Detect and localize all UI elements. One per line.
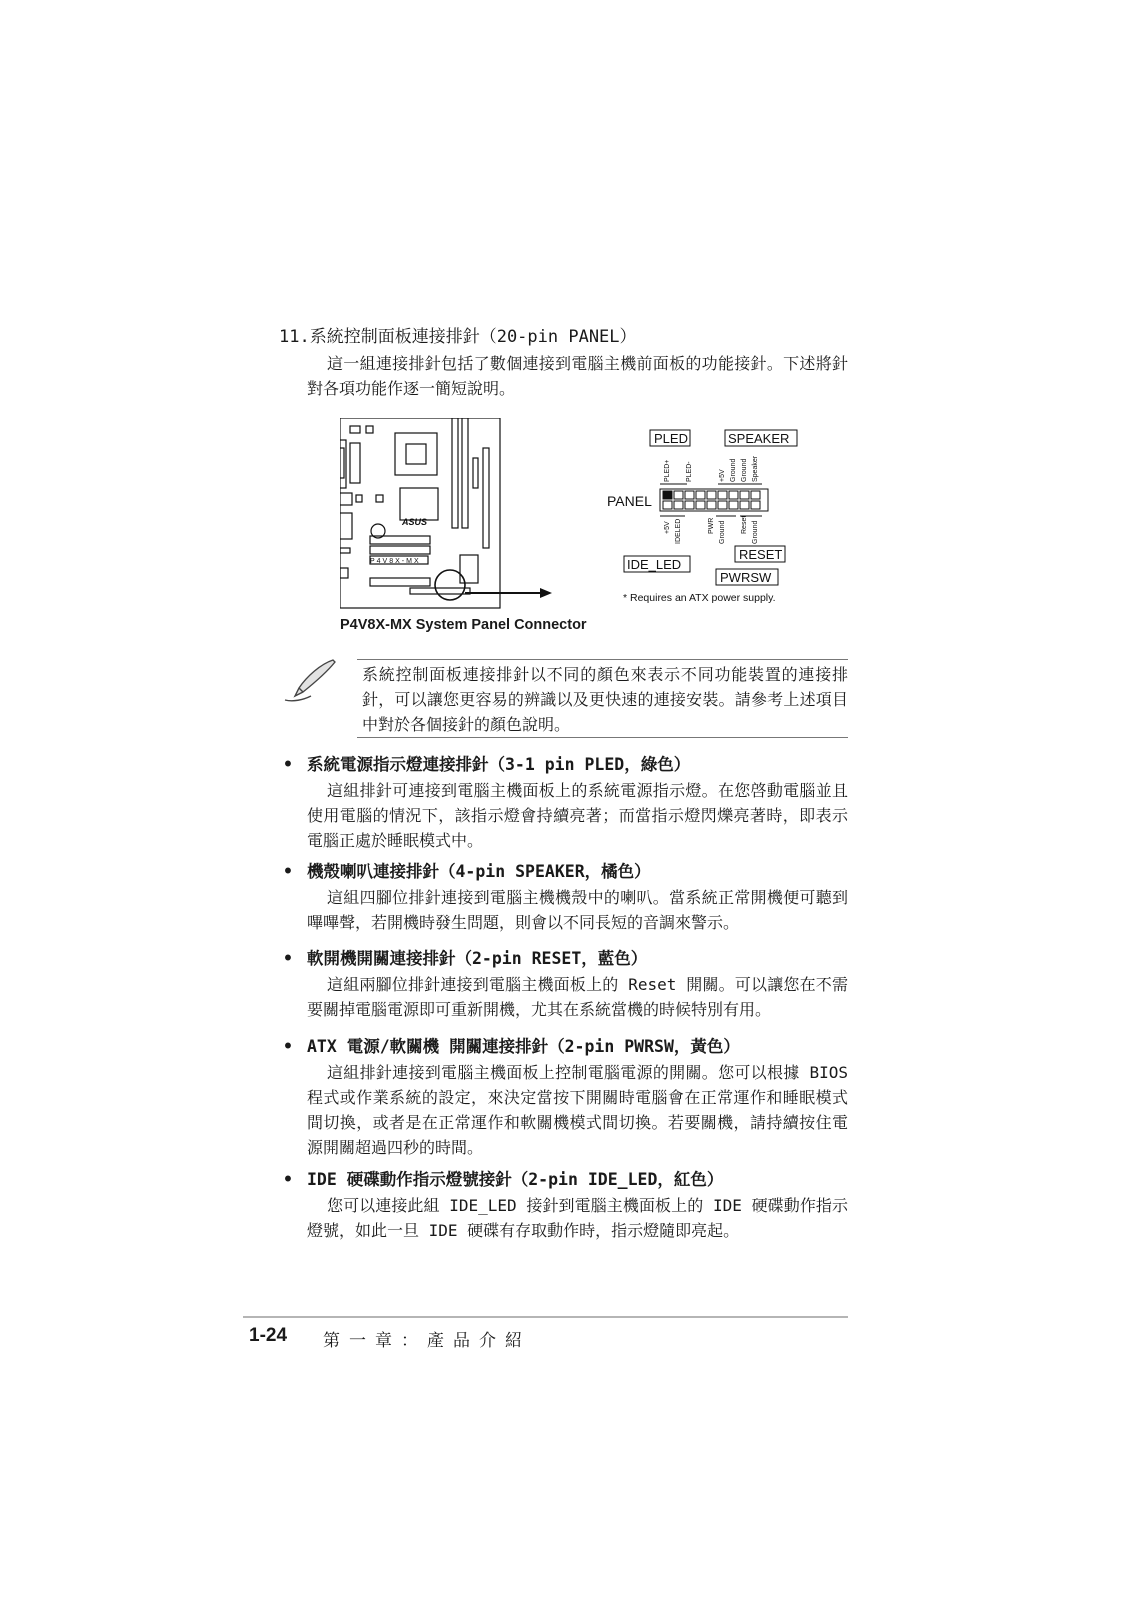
pin-label-reset-ground: Ground [752, 520, 759, 544]
note-pen-icon [281, 656, 341, 704]
pin-label-pled-plus: PLED+ [664, 459, 671, 482]
pin-label-ide-5v: +5V [664, 521, 671, 534]
ide-led-label-box [624, 556, 690, 572]
brand-mark: ASUS [402, 517, 428, 527]
panel-label: PANEL [607, 493, 652, 509]
speaker-label-box [725, 430, 797, 446]
bullet-dot-icon: • [283, 949, 293, 968]
bullet-heading-text: IDE 硬碟動作指示燈號接針（2-pin IDE_LED，紅色） [307, 1170, 724, 1189]
bullet-heading-text: ATX 電源/軟關機 開關連接排針（2-pin PWRSW，黃色） [307, 1037, 740, 1056]
bullet-body-speaker: 這組四腳位排針連接到電腦主機機殼中的喇叭。當系統正常開機便可聽到嗶嗶聲，若開機時發生問題，則會以不同長短的音調來警示。 [307, 888, 848, 932]
chapter-title: 第一章：產品介紹 [323, 1331, 531, 1351]
pin-label-pwr: PWR [708, 517, 715, 534]
page-number: 1-24 [249, 1325, 288, 1346]
section-title: 11.系統控制面板連接排針（20-pin PANEL） [279, 327, 637, 347]
bullet-heading-pwrsw [283, 1033, 740, 1057]
bullet-heading-text: 系統電源指示燈連接排針（3-1 pin PLED，綠色） [307, 755, 691, 774]
svg-text:SPEAKER: SPEAKER [728, 431, 790, 446]
pin-label-pwr-ground: Ground [719, 520, 726, 544]
svg-text:RESET: RESET [739, 547, 783, 562]
figure-caption: P4V8X-MX System Panel Connector [340, 617, 587, 633]
bullet-dot-icon: • [283, 862, 293, 881]
pin-label-spk-speaker: Speaker [752, 455, 759, 482]
pin-label-spk-ground2: Ground [741, 458, 748, 482]
pwrsw-label-box [716, 569, 778, 585]
bullet-body-ide-led: 您可以連接此組 IDE_LED 接針到電腦主機面板上的 IDE 硬碟動作指示燈號，如此一旦 IDE 硬碟有存取動作時，指示燈隨即亮起。 [307, 1196, 848, 1240]
section-intro: 這一組連接排針包括了數個連接到電腦主機前面板的功能接針。下述將針對各項功能作逐一簡短說明。 [307, 354, 848, 398]
bullet-heading-text: 軟開機開關連接排針（2-pin RESET，藍色） [307, 949, 648, 968]
pointer-arrow [465, 588, 552, 598]
bullet-dot-icon: • [283, 1170, 293, 1189]
bullet-body-reset: 這組兩腳位排針連接到電腦主機面板上的 Reset 開關。可以讓您在不需要關掉電腦電源即可重新開機，尤其在系統當機的時候特別有用。 [307, 975, 848, 1019]
pin-label-pled-minus: PLED- [686, 461, 693, 482]
svg-text:IDE_LED: IDE_LED [627, 557, 682, 572]
pin-label-ide-led: IDELED [675, 518, 682, 544]
bullet-heading-ide-led [283, 1166, 723, 1190]
bullet-dot-icon: • [283, 1037, 293, 1056]
bullet-heading-text: 機殼喇叭連接排針（4-pin SPEAKER，橘色） [307, 862, 651, 881]
pin-label-spk-ground1: Ground [730, 458, 737, 482]
motherboard-diagram [340, 418, 500, 608]
reset-label-box [735, 546, 785, 562]
svg-text:PLED: PLED [654, 431, 688, 446]
svg-text:PWRSW: PWRSW [720, 570, 772, 585]
bullet-heading-speaker [283, 858, 651, 882]
bullet-body-pled: 這組排針可連接到電腦主機面板上的系統電源指示燈。在您啓動電腦並且使用電腦的情況下，該指示燈會持續亮著；而當指示燈閃爍亮著時，即表示電腦正處於睡眠模式中。 [307, 781, 848, 850]
pin-label-reset: Reset [741, 515, 748, 534]
board-label: P4V8X-MX [370, 558, 421, 565]
bullet-heading-pled [283, 751, 690, 775]
pin-header [660, 484, 768, 516]
bullet-heading-reset [283, 945, 647, 969]
pled-label-box [650, 430, 690, 446]
pin-label-spk-5v: +5V [719, 469, 726, 482]
bullet-dot-icon: • [283, 755, 293, 774]
footer-divider [243, 1316, 848, 1318]
panel-connector-figure [340, 418, 840, 638]
note-text: 系統控制面板連接排針以不同的顏色來表示不同功能裝置的連接排針，可以讓您更容易的辨識以及更快速的連接安裝。請參考上述項目中對於各個接針的顏色說明。 [362, 665, 848, 734]
figure-footnote: * Requires an ATX power supply. [623, 592, 776, 604]
bullet-body-pwrsw: 這組排針連接到電腦主機面板上控制電腦電源的開關。您可以根據 BIOS 程式或作業系統的設定，來決定當按下開關時電腦會在正常運作和睡眠模式間切換，或者是在正常運作和軟關機模式間切換。若要關機，請持續按住電源開關超過四秒的時間。 [307, 1063, 848, 1157]
